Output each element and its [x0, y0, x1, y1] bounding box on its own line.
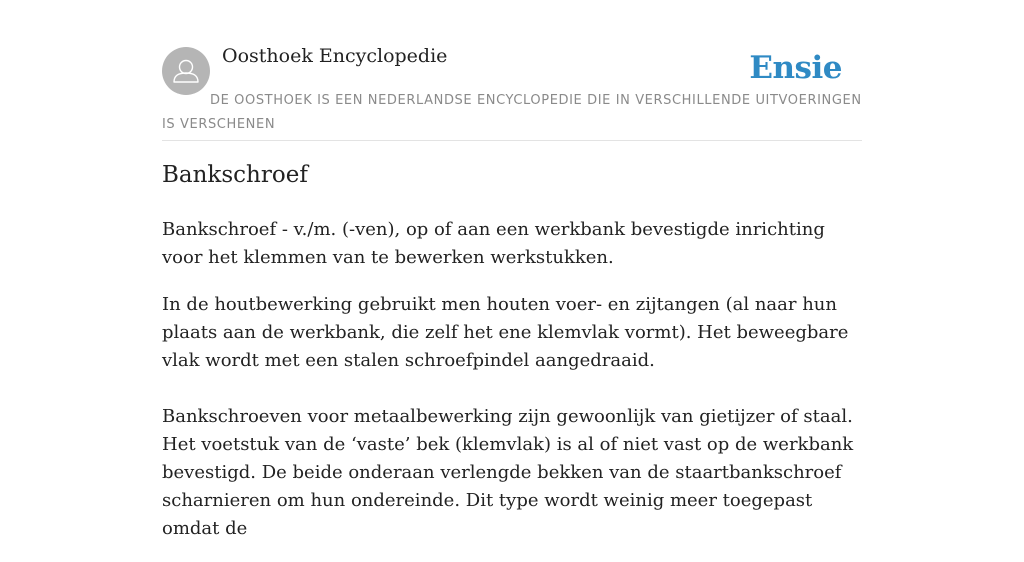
- article-paragraph-definition: Bankschroef - v./m. (-ven), op of aan een werkbank bevestigde inrichting voor het klemmen van te bewerken werkstukken.: [162, 219, 825, 268]
- site-tagline: DE OOSTHOEK IS EEN NEDERLANDSE ENCYCLOPEDIE DIE IN VERSCHILLENDE UITVOERINGEN IS VERSCHENEN: [162, 93, 862, 132]
- article-title: Bankschroef: [162, 162, 308, 188]
- article-paragraph-metal: Bankschroeven voor metaalbewerking zijn gewoonlijk van gietijzer of staal. Het voetstuk van de ‘vaste’ bek (klemvlak) is al of niet vast op de werkbank bevestigd. De beide onderaan verlengde bekken van de staartbankschroef scharnieren om hun ondereinde. Dit type wordt weinig meer toegepast omdat de: [162, 406, 854, 539]
- article-body: [162, 216, 862, 562]
- page: [162, 0, 862, 539]
- site-name[interactable]: Oosthoek Encyclopedie: [222, 45, 448, 67]
- brand-logo[interactable]: Ensie: [749, 50, 842, 86]
- site-header: [162, 0, 862, 141]
- article-paragraph-wood: In de houtbewerking gebruikt men houten voer- en zijtangen (al naar hun plaats aan de werkbank, die zelf het ene klemvlak vormt). Het beweegbare vlak wordt met een stalen schroefpindel aangedraaid.: [162, 294, 849, 371]
- person-icon: [162, 47, 210, 95]
- user-avatar-icon[interactable]: [162, 47, 210, 95]
